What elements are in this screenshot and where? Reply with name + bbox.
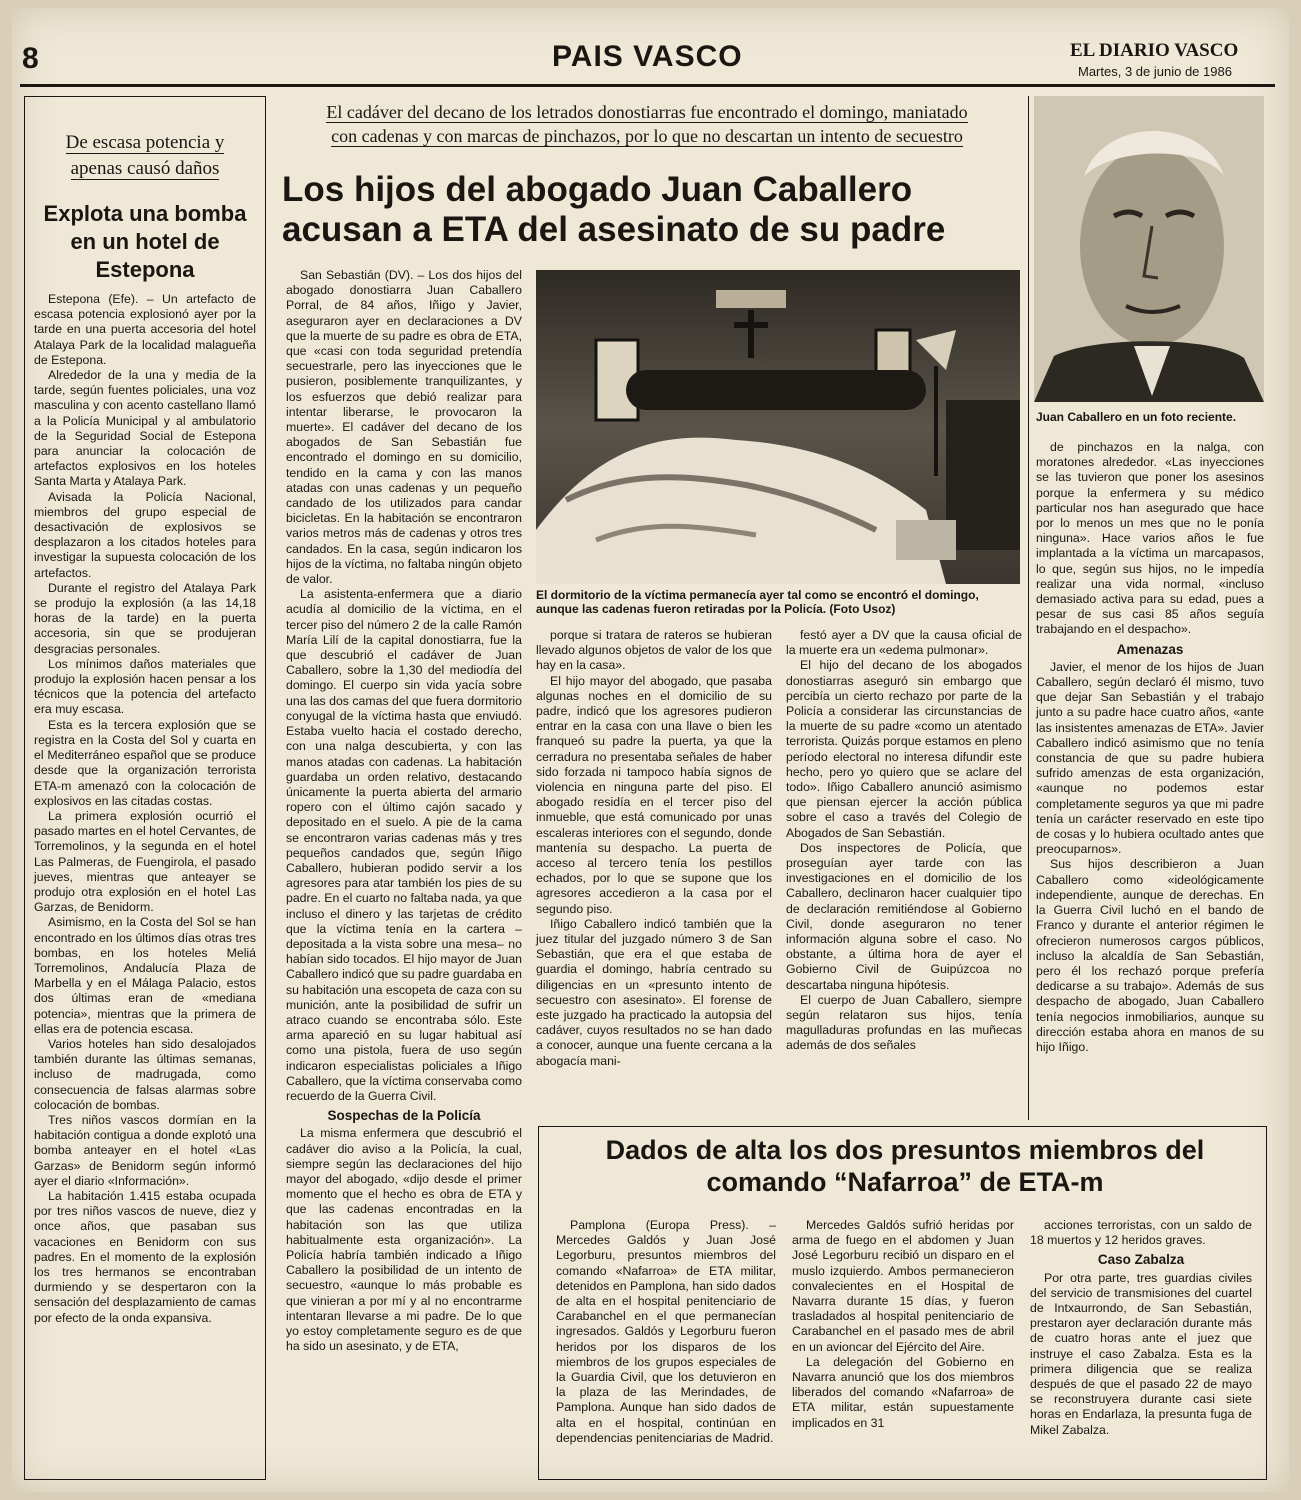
bottom-paragraph: Mercedes Galdós sufrió heridas por arma de fuego en el abdomen y Juan José Legorburu recibió un disparo en el muslo izquierdo. Ambos permanecieron convalecientes en el Hospital de Navarra durante 15 días, y fueron trasladados al hospital penitenciario de Carabanchel en el pasado mes de abril en un avioncar del Ejército del Aire. (792, 1218, 1014, 1354)
sidebar-paragraph: Tres niños vascos dormían en la habitación contigua a donde explotó una bomba anteayer en el hotel «Las Garzas» de Benidorm según informó ayer el diario «Información». (34, 1112, 256, 1188)
main-column-4 (1036, 440, 1264, 1130)
bottom-column-3 (1030, 1218, 1252, 1476)
main-paragraph: El hijo mayor del abogado, que pasaba algunas noches en el domicilio de su padre, indicó que los agresores pudieron entrar en la casa con una llave o bien les franqueó su padre la puerta, ya que la cerradura no presentaba señales de haber sido forzada ni tampoco había signos de violencia en ninguna parte del piso. El abogado residía en el tercer piso del inmueble, que está comunicado por unas escaleras interiores con el segundo, donde mantenía su despacho. La puerta de acceso al tercero tenía los pestillos echados, por lo que se supone que los agresores accedieron a la casa por el segundo piso. (536, 673, 772, 916)
bottom-headline: Dados de alta los dos presuntos miembros del comando “Nafarroa” de ETA-m (605, 1135, 1205, 1197)
sidebar-paragraph: Asimismo, en la Costa del Sol se han encontrado en los últimos días otras tres bombas, en los hoteles Meliá Torremolinos, Andalucía Plaza de Marbella y en el Málaga Palacio, estos dos últimas eran de «mediana potencia», mientras que la primera de ellas era de potencia escasa. (34, 915, 256, 1036)
sidebar-paragraph: La habitación 1.415 estaba ocupada por tres niños vascos de nueve, diez y once años, que pasaban sus vacaciones en Benidorm con sus padres. En el momento de la explosión los tres hermanos se encontraban durmiendo y se despertaron con la sensación del desplazamiento de camas por efecto de la onda expansiva. (34, 1188, 256, 1325)
main-kicker (282, 100, 1012, 148)
sidebar-paragraph: Esta es la tercera explosión que se registra en la Costa del Sol y cuarta en el Mediterráneo español que se produce desde que la organización terrorista ETA-m amenazó con la colocación de explosivos en las citadas costas. (34, 717, 256, 808)
sidebar-paragraph: Durante el registro del Atalaya Park se produjo la explosión (a las 14,18 horas de la tarde) en la puerta accesoria, sin que se produjeran desgracias personales. (34, 580, 256, 656)
subhead-police: Sospechas de la Policía (327, 1108, 481, 1124)
issue-date: Martes, 3 de junio de 1986 (1078, 64, 1232, 79)
main-kicker-line2: con cadenas y con marcas de pinchazos, por lo que no descartan un intento de secuestro (331, 126, 963, 146)
bedroom-photo (536, 270, 1020, 584)
page-number: 8 (22, 42, 39, 75)
main-column-1 (286, 268, 522, 1354)
sidebar-paragraph: Alrededor de la una y media de la tarde, según fuentes policiales, una voz masculina y con acento castellano llamó a la Policía Municipal y al ambulatorio de la Seguridad Social de Estepona para anunciar la colocación de artefactos explosivos en los hoteles Santa Marta y Atalaya Park. (34, 368, 256, 489)
sidebar-paragraph: Estepona (Efe). – Un artefacto de escasa potencia explosionó ayer por la tarde en una puerta accesoria del hotel Atalaya Park de la localidad malagueña de Estepona. (34, 292, 256, 367)
main-paragraph: La asistenta-enfermera que a diario acudía al domicilio de la víctima, en el tercer piso del número 2 de la calle Ramón María Lilí de la capital donostiarra, fue la que descubrió el cadáver de Juan Caballero, sobre la 1,30 del mediodía del domingo. El cuerpo sin vida yacía sobre una las dos camas del que fuera dormitorio conyugal de la víctima hasta que enviudó. Estaba vuelto hacia el costado derecho, con una nalga descubierta, y con las manos atadas con cadenas. La habitación guardaba un orden relativo, destacando únicamente la puerta abierta del armario ropero con el último cajón sacado y depositado en el suelo. A pie de la cama se encontraron varias cadenas más y tres pequeños candados que, según Iñigo Caballero, hubieran podido servir a los agresores para atar también los pies de su padre. En el cuarto no faltaba nada, ya que incluso el dinero y las tarjetas de crédito que la víctima tenía en la cartera –depositada a la vista sobre una mesa– no habían sido tocados. El hijo mayor de Juan Caballero indicó que su padre guardaba en su habitación una escopeta de caza con su munición, ante la posibilidad de sufrir un atraco cuando se encontraba sólo. Este arma apareció en su lugar habitual así como una pistola, fuera de uso según indicaron especialistas policiales a Iñigo Caballero, que la víctima conservaba como recuerdo de la Guerra Civil. (286, 587, 522, 1103)
main-paragraph: Iñigo Caballero indicó también que la juez titular del juzgado número 3 de San Sebastián, que era el que estaba de guardia el domingo, habría centrado su diligencias en un «presunto intento de secuestro con asesinato». El forense de este juzgado ha practicado la autopsia del cadáver, cuyos resultados no se han dado a conocer, aunque una fuente cercana a la abogacía mani- (536, 916, 772, 1068)
header-divider (20, 84, 1275, 87)
sidebar-paragraph: Los mínimos daños materiales que produjo la explosión hacen pensar a los técnicos que la potencia del artefacto era muy escasa. (34, 656, 256, 717)
bottom-column-2 (792, 1218, 1014, 1476)
bottom-paragraph: Pamplona (Europa Press). – Mercedes Galdós y Juan José Legorburu, presuntos miembros del comando «Nafarroa» de ETA militar, detenidos en Pamplona, han sido dados de alta en el hospital penitenciario de Carabanchel en el que permanecían ingresados. Galdós y Legorburu fueron heridos por los disparos de los miembros de los grupos especiales de la Guardia Civil, que los detuvieron en la plaza de las Merindades, de Pamplona. Aunque han sido dados de alta en el hospital, continúan en dependencias penitenciarias de Madrid. (556, 1218, 776, 1445)
main-headline: Los hijos del abogado Juan Caballero acusan a ETA del asesinato de su padre (282, 170, 946, 249)
main-paragraph: El cuerpo de Juan Caballero, siempre según relataron sus hijos, tenía magulladuras profundas en las muñecas además de dos señales (786, 992, 1022, 1053)
main-paragraph: Sus hijos describieron a Juan Caballero como «ideológicamente independiente, aunque de derechas. En la Guerra Civil luchó en el bando de Franco y durante el anterior régimen le ofrecieron numerosos cargos públicos, incluso la alcaldía de San Sebastián, pero él los rechazó porque prefería dedicarse a su trabajo». Además de sus despacho de abogado, Juan Caballero tenía negocios inmobiliarios, aunque su dirección estaba ahora en manos de su hijo Iñigo. (1036, 857, 1264, 1054)
sidebar-kicker-line2: apenas causó daños (70, 158, 220, 179)
sidebar-headline: Explota una bomba en un hotel de Estepona (43, 201, 247, 282)
main-paragraph: La misma enfermera que descubrió el cadáver dio aviso a la Policía, la cual, siempre según las declaraciones del hijo mayor del abogado, «dijo desde el primer momento que el hecho es obra de ETA y que las cadenas encontradas en la habitación son las que utiliza habitualmente esta organización». La Policía habría también indicado a Iñigo Caballero la posibilidad de un intento de secuestro, «aunque lo más probable es que vinieran a por mí y al no encontrarme intentaran llevarse a mi padre. De lo que yo estoy completamente seguro es de que ha sido un asesinato, y de ETA, (286, 1126, 522, 1354)
subhead-threats: Amenazas (1116, 641, 1184, 657)
main-kicker-line1: El cadáver del decano de los letrados donostiarras fue encontrado el domingo, maniatado (326, 102, 968, 122)
subhead-zabalza: Caso Zabalza (1097, 1252, 1185, 1268)
sidebar-kicker (34, 130, 256, 182)
newspaper-name: EL DIARIO VASCO (1070, 40, 1239, 61)
bottom-column-1 (556, 1218, 776, 1476)
section-title: PAIS VASCO (552, 40, 743, 73)
bedroom-photo-caption: El dormitorio de la víctima permanecía ayer tal como se encontró el domingo, aunque las cadenas fueron retiradas por la Policía. (Foto Usoz) (536, 588, 979, 616)
main-paragraph: festó ayer a DV que la causa oficial de la muerte era un «edema pulmonar». (786, 628, 1022, 658)
main-paragraph: San Sebastián (DV). – Los dos hijos del abogado donostiarra Juan Caballero Porral, de 84 años, Iñigo y Javier, aseguraron ayer en declaraciones a DV que la muerte de su padre es obra de ETA, que «casi con toda seguridad pretendía secuestrarle, pero las inyecciones que le pusieron, posiblemente tranquilizantes, y los esfuerzos que debió realizar para intentar liberarse, le provocaron la muerte». El cadáver del decano de los abogados de San Sebastián fue encontrado el domingo en su domicilio, tendido en la cama y con las manos atadas con unas cadenas y un pequeño candado de los utilizados para candar bicicletas. En la habitación se encontraron varios metros más de cadenas y otros tres candados. En la casa, según indicaron los hijos de la víctima, no faltaba ningún objeto de valor. (286, 268, 522, 587)
sidebar-paragraph: Varios hoteles han sido desalojados también durante las últimas semanas, incluso de madrugada, como consecuencia de falsas alarmas sobre colocación de bombas. (34, 1036, 256, 1112)
bottom-paragraph: Por otra parte, tres guardias civiles del servicio de transmisiones del cuartel de Intxaurrondo, de San Sebastián, prestaron ayer declaración durante más de cuatro horas ante el juez que instruye el caso Zabalza. Esta es la primera diligencia que se realiza después de que el pasado 22 de mayo se reconstruyera durante casi siete horas en Endarlaza, la presunta fuga de Mikel Zabalza. (1030, 1270, 1252, 1437)
main-paragraph: porque si tratara de rateros se hubieran llevado algunos objetos de valor de los que hay en la casa». (536, 628, 772, 673)
portrait-caption: Juan Caballero en un foto reciente. (1036, 410, 1237, 424)
bottom-paragraph: acciones terroristas, con un saldo de 18 muertos y 12 heridos graves. (1030, 1218, 1252, 1248)
main-paragraph: Dos inspectores de Policía, que proseguían ayer tarde con las investigaciones en el domicilio de los Caballero, declinaron hacer cualquier tipo de declaración remitiéndose al Gobierno Civil, donde aseguraron no tener información alguna sobre el caso. No obstante, a última hora de ayer el Gobierno Civil de Guipúzcoa no descartaba ninguna hipótesis. (786, 840, 1022, 992)
main-paragraph: Javier, el menor de los hijos de Juan Caballero, según declaró él mismo, tuvo que dejar San Sebastián y el trabajo junto a su padre hace cuatro años, «ante las insistentes amenazas de ETA». Javier Caballero indicó asimismo que no tenía constancia de que su padre hubiera sufrido amenzas de esta organización, «aunque no podemos estar completamente seguros ya que mi padre tenía un carácter reservado en este tipo de cosas y lo hubiera ocultado antes que preocuparnos». (1036, 659, 1264, 857)
bottom-paragraph: La delegación del Gobierno en Navarra anunció que los dos miembros liberados del comando «Nafarroa» de ETA militar, están supuestamente implicados en 31 (792, 1354, 1014, 1430)
sidebar-paragraph: La primera explosión ocurrió el pasado martes en el hotel Cervantes, de Torremolinos, y la segunda en el hotel Las Palmeras, de Fuengirola, el pasado jueves, mientras que anteayer se produjo otra explosión en el hotel Las Garzas, de Benidorm. (34, 808, 256, 915)
sidebar-paragraph: Avisada la Policía Nacional, miembros del grupo especial de desactivación de explosivos se desplazaron a los citados hoteles para investigar la supuesta colocación de los artefactos. (34, 489, 256, 580)
sidebar-kicker-line1: De escasa potencia y (65, 132, 225, 153)
main-paragraph: de pinchazos en la nalga, con moratones alrededor. «Las inyecciones se las tuvieron que poner los asesinos porque la enfermera y su médico particular nos han asegurado que hace por lo menos un mes que no le ponía ninguna». Hace varios años le fue implantada a la víctima un marcapasos, lo que, según sus hijos, no le impedía realizar una vida normal, «incluso demasiado activa para su edad, pues a pesar de sus casi 85 años seguía trabajando en el despacho». (1036, 440, 1264, 637)
column-divider (1028, 96, 1029, 1120)
sidebar-body (34, 292, 256, 1472)
portrait-photo (1034, 96, 1264, 402)
main-paragraph: El hijo del decano de los abogados donostiarras aseguró sin embargo que percibía un cierto rechazo por parte de la Policía a considerar las circunstancias de la muerte de su padre «como un atentado terrorista. Quizás porque estamos en pleno período electoral no interesa difundir este hecho, pero yo quiero que se aclare del todo». Iñigo Caballero anunció asimismo que piensan ejercer la acción pública sobre el caso a través del Colegio de Abogados de San Sebastián. (786, 658, 1022, 840)
